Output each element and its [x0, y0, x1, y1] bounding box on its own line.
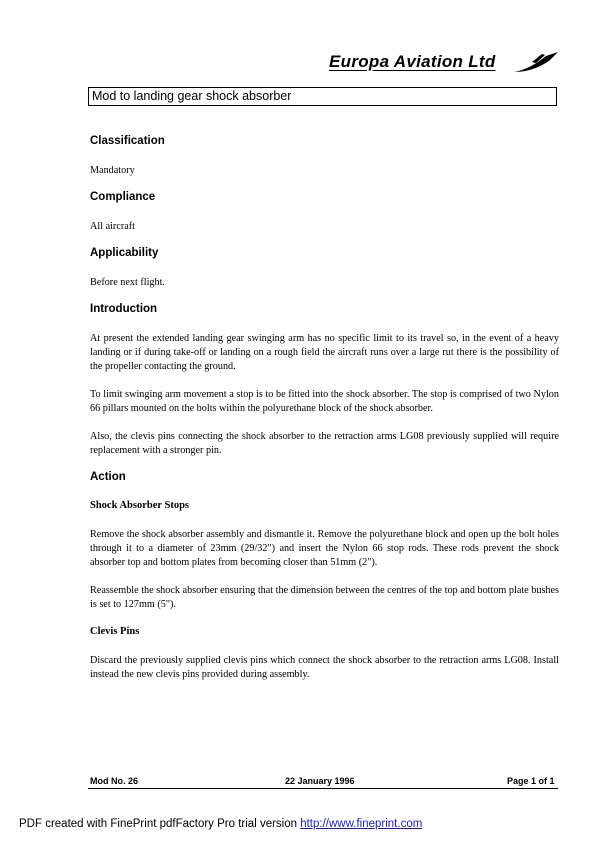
introduction-heading: Introduction — [90, 303, 158, 315]
compliance-heading: Compliance — [90, 191, 156, 203]
applicability-heading: Applicability — [90, 247, 159, 259]
shock-absorber-stops-heading: Shock Absorber Stops — [90, 500, 190, 511]
pdf-note-text: PDF created with FinePrint pdfFactory Pro trial version — [19, 818, 301, 830]
aircraft-swoosh-icon — [512, 50, 560, 76]
company-logo — [329, 50, 561, 78]
classification-heading: Classification — [90, 135, 165, 147]
clevis-pins-heading: Clevis Pins — [90, 626, 140, 637]
issue-date: 22 January 1996 — [285, 776, 355, 786]
footer-divider — [88, 788, 558, 789]
action-heading: Action — [90, 471, 126, 483]
company-name: Europa Aviation Ltd — [329, 52, 496, 71]
stops-paragraph-2: Reassemble the shock absorber ensuring that the dimension between the centres of the top and bottom plate bushes is set to 127mm (5"). — [90, 585, 559, 610]
compliance-text: All aircraft — [90, 221, 135, 232]
mod-number: Mod No. 26 — [90, 776, 139, 786]
introduction-paragraph-1: At present the extended landing gear swinging arm has no specific limit to its travel so, in the event of a heavy landing or if during take-off or landing on a rough field the aircraft runs over a large rut there is the possibility of the propeller contacting the ground. — [90, 333, 559, 372]
introduction-paragraph-2: To limit swinging arm movement a stop is to be fitted into the shock absorber. The stop is comprised of two Nylon 66 pillars mounted on the bolts within the polyurethane block of the shock absorber. — [90, 389, 559, 414]
clevis-paragraph-1: Discard the previously supplied clevis pins which connect the shock absorber to the retraction arms LG08. Install instead the new clevis pins provided during assembly. — [90, 655, 559, 680]
pdf-creator-note — [19, 818, 422, 830]
introduction-paragraph-3: Also, the clevis pins connecting the shock absorber to the retraction arms LG08 previously supplied will require replacement with a stronger pin. — [90, 431, 559, 456]
applicability-text: Before next flight. — [90, 277, 165, 288]
page-number: Page 1 of 1 — [507, 776, 555, 786]
fineprint-link[interactable]: http://www.fineprint.com — [300, 818, 423, 830]
stops-paragraph-1: Remove the shock absorber assembly and dismantle it. Remove the polyurethane block and open up the bolt holes through it to a diameter of 23mm (29/32") and insert the Nylon 66 stop rods. These rods prevent the shock absorber top and bottom plates from becoming closer than 51mm (2"). — [90, 529, 559, 568]
document-title: Mod to landing gear shock absorber — [88, 87, 557, 106]
classification-text: Mandatory — [90, 165, 135, 176]
